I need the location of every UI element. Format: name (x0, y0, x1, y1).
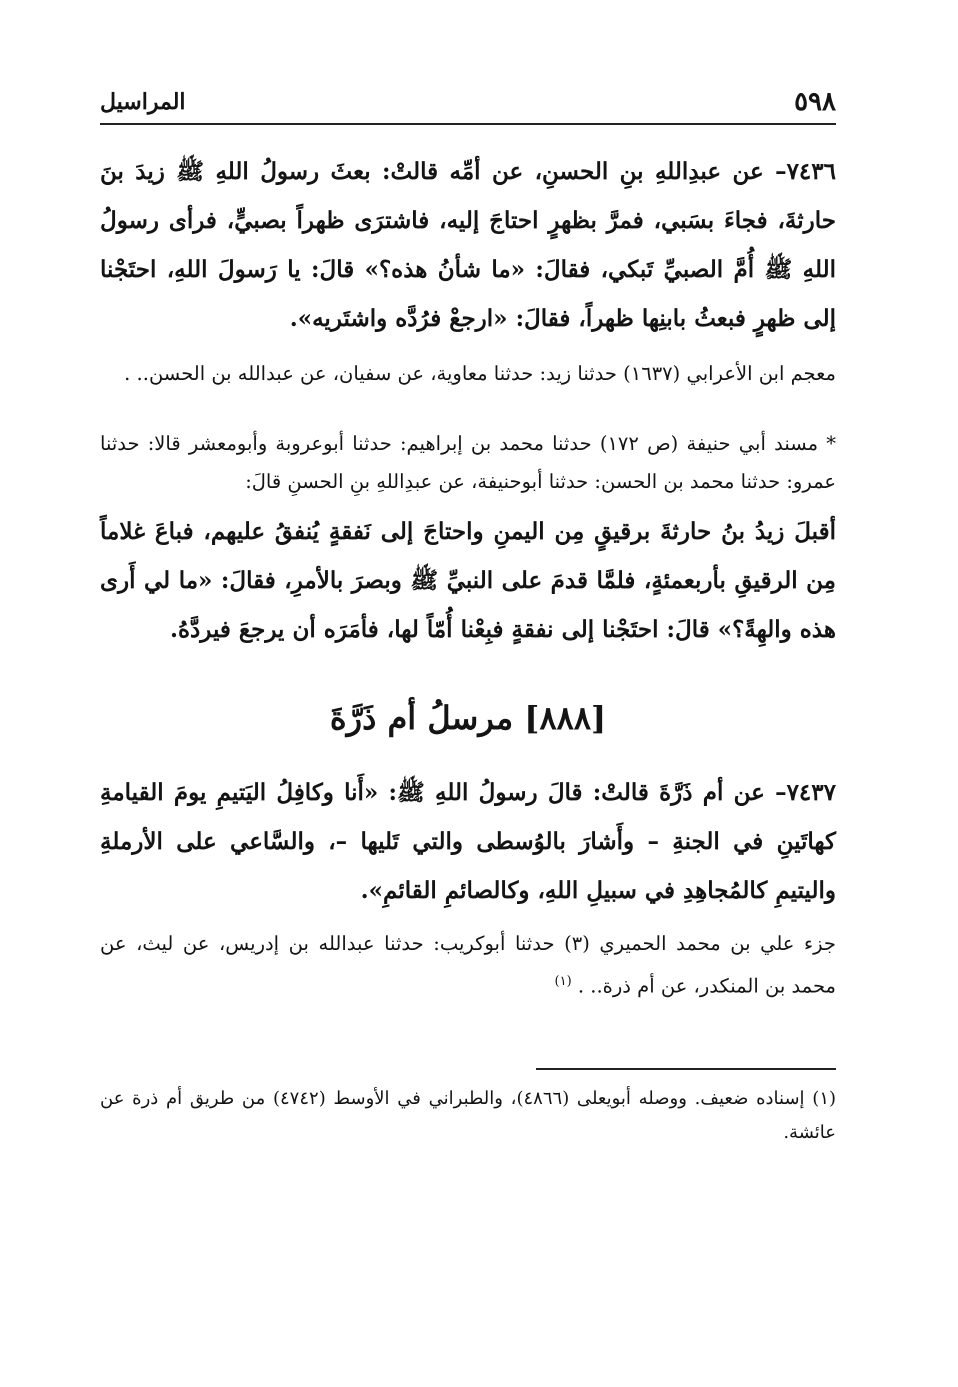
footnote-divider (536, 1068, 836, 1070)
footnote-reference[interactable]: (١) (554, 974, 572, 989)
hadith-7436-variant-source: * مسند أبي حنيفة (ص ١٧٢) حدثنا محمد بن إبراهيم: حدثنا أبوعروبة وأبومعشر قالا: حدثنا عمرو: حدثنا محمد بن الحسن: حدثنا أبوحنيفة، عن عبدِاللهِ بنِ الحسنِ قالَ: (100, 432, 836, 493)
hadith-7437-source (100, 925, 836, 1006)
hadith-7437-text: ٧٤٣٧– عن أم ذَرَّةَ قالتْ: قالَ رسولُ اللهِ ﷺ: «أَنا وكافِلُ اليَتيمِ يومَ القيامةِ كهاتَينِ في الجنةِ – وأَشارَ بالوُسطى والتي تَليها –، والسَّاعي على الأرملةِ واليتيمِ كالمُجاهِدِ في سبيلِ اللهِ، وكالصائمِ القائمِ». (100, 779, 836, 904)
page-header (100, 85, 836, 125)
hadith-7436-source: معجم ابن الأعرابي (١٦٣٧) حدثنا زيد: حدثنا معاوية، عن سفيان، عن عبدالله بن الحسن.. . (124, 362, 836, 385)
hadith-7436-variant-text: أقبلَ زيدُ بنُ حارثةَ برقيقٍ مِن اليمنِ واحتاجَ إلى نَفقةٍ يُنفقُ عليهم، فباعَ غلاماً مِن الرقيقِ بأربعمئةٍ، فلمَّا قدمَ على النبيِّ ﷺ وبصرَ بالأمرِ، فقالَ: «ما لي أَرى هذه والهِةً؟» قالَ: احتَجْنا إلى نفقةٍ فبِعْنا أُمّاً لها، فأمَرَه أن يرجعَ فيردَّهُ. (100, 518, 836, 643)
book-page (100, 85, 836, 1325)
chapter-title: [٨٨٨] مرسلُ أم ذَرَّةَ (329, 699, 607, 737)
running-title: المراسيل (100, 89, 186, 115)
footnote-1: (١) إسناده ضعيف. ووصله أبويعلى (٤٨٦٦)، والطبراني في الأوسط (٤٧٤٢) من طريق أم ذرة عن عائشة. (100, 1087, 837, 1143)
hadith-7436-text: ٧٤٣٦– عن عبدِاللهِ بنِ الحسنِ، عن أمِّه قالتْ: بعثَ رسولُ اللهِ ﷺ زيدَ بنَ حارثةَ، فجاءَ بسَبي، فمرَّ بظهرٍ احتاجَ إليه، فاشترَى ظهراً بصبيٍّ، فرأى رسولُ اللهِ ﷺ أُمَّ الصبيِّ تَبكي، فقالَ: «ما شأنُ هذه؟» قالَ: يا رَسولَ اللهِ، احتَجْنا إلى ظهرٍ فبعثُ بابنِها ظهراً، فقالَ: «ارجعْ فرُدَّه واشتَريه». (100, 158, 836, 332)
page-number: ٥٩٨ (794, 87, 836, 117)
hadith-7437-source-text: جزء علي بن محمد الحميري (٣) حدثنا أبوكريب: حدثنا عبدالله بن إدريس، عن ليث، عن محمد بن المنكدر، عن أم ذرة.. . (100, 932, 836, 998)
